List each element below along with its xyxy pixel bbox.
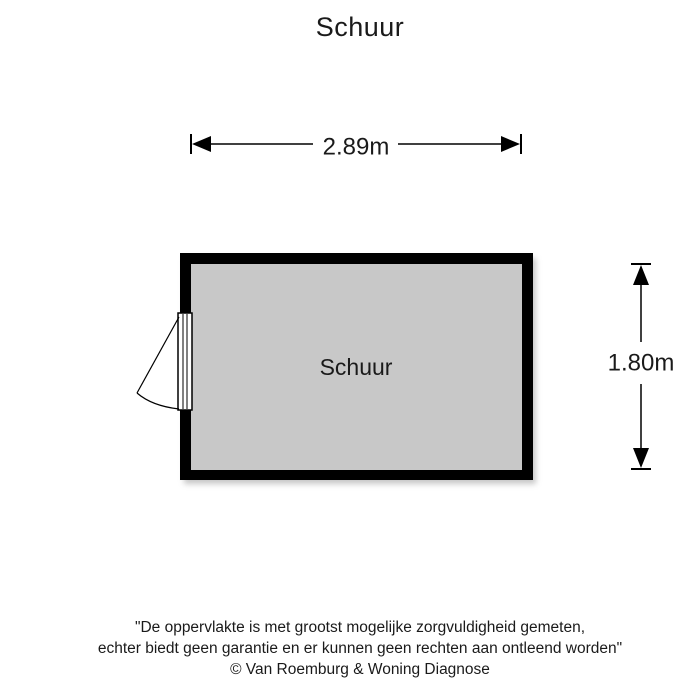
disclaimer-line: echter biedt geen garantie en er kunnen geen rechten aan ontleend worden": [97, 640, 623, 657]
door-opening: [178, 313, 192, 410]
door-swing-icon: [137, 313, 192, 410]
arrowhead-up-icon: [633, 265, 649, 285]
room-label: Schuur: [319, 354, 393, 381]
door-swing-arc: [137, 393, 179, 409]
arrowhead-down-icon: [633, 448, 649, 468]
disclaimer: [0, 617, 700, 680]
arrowhead-left-icon: [192, 136, 211, 152]
page-title: Schuur: [315, 12, 405, 42]
depth-dimension-label: 1.80m: [607, 349, 675, 377]
depth-dimension: [608, 264, 675, 469]
room: [180, 253, 536, 484]
copyright-line: © Van Roemburg & Woning Diagnose: [230, 661, 490, 678]
disclaimer-line: "De oppervlakte is met grootst mogelijke zorgvuldigheid gemeten,: [134, 619, 586, 636]
width-dimension: [191, 133, 521, 160]
door-leaf: [137, 317, 179, 393]
arrowhead-right-icon: [501, 136, 520, 152]
width-dimension-label: 2.89m: [322, 133, 390, 161]
